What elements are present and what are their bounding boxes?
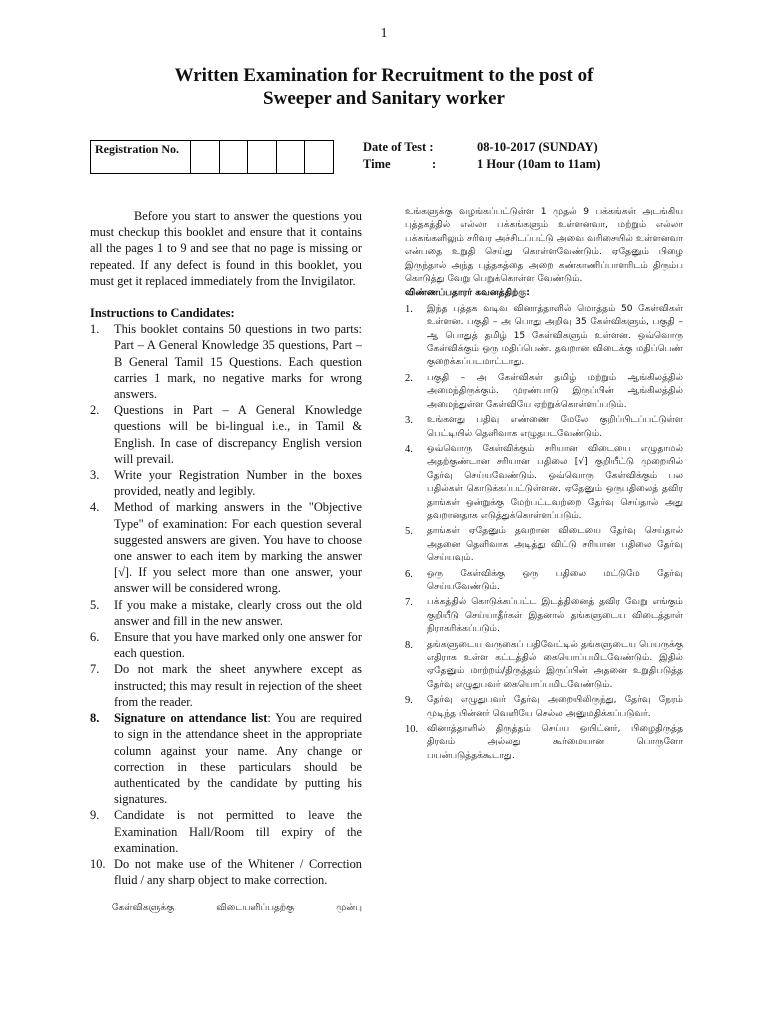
english-instructions-column: [90, 208, 362, 888]
instruction-item-number: 7.: [90, 662, 100, 677]
instructions-heading: Instructions to Candidates:: [90, 306, 235, 321]
tamil-instructions-list: [405, 303, 683, 763]
instruction-item: [90, 467, 362, 499]
instruction-item-text: Do not make use of the Whitener / Correction fluid / any sharp object to make correction.: [114, 856, 362, 888]
document-title: [100, 64, 668, 110]
instruction-item-text: [114, 710, 362, 807]
registration-digit-box[interactable]: [191, 141, 220, 173]
tamil-instruction-item: [405, 443, 683, 523]
tamil-instruction-item: [405, 568, 683, 595]
page-number: 1: [380, 26, 388, 41]
instruction-item: [90, 402, 362, 467]
tamil-instruction-item-number: 7.: [405, 597, 413, 609]
instruction-item-text: Candidate is not permitted to leave the Examination Hall/Room till expiry of the examination.: [114, 808, 362, 855]
time-value: 1 Hour (10am to 11am): [477, 157, 601, 171]
instruction-item: [90, 710, 362, 807]
tamil-instruction-item-number: 3.: [405, 415, 413, 427]
intro-paragraph: Before you start to answer the questions you must checkup this booklet and ensure that it contains all the pages 1 to 9 and see that no page is missing or repeated. If any defect is found in this booklet, you must get it replaced immediately from the Invigilator.: [90, 209, 362, 288]
tamil-instruction-item-number: 6.: [405, 568, 413, 580]
registration-number-box: [90, 140, 334, 174]
tamil-instruction-item-number: 4.: [405, 443, 413, 455]
tamil-instruction-item-text: தாங்கள் ஏதேனும் தவறான விடையை தேர்வு செய்தால் அதனை தெளிவாக அடித்து விட்டு சரியான பதிலை தேர்வு செய்யவும்.: [427, 526, 683, 564]
tamil-instruction-item-number: 1.: [405, 303, 413, 315]
tamil-instruction-item: [405, 372, 683, 412]
instruction-item-text: Method of marking answers in the "Objective Type" of examination: For each question several suggested answers are given. You have to choose one answer to each item by marking the answer [√]. If you select more than one answer, your answer will be considered wrong.: [114, 500, 362, 596]
time-colon: :: [432, 157, 437, 171]
tamil-instruction-item-number: 5.: [405, 526, 413, 538]
tamil-instruction-item-number: 8.: [405, 639, 413, 651]
tamil-instruction-item-text: தேர்வு எழுதுபவர் தேர்வு அறையிலிருந்து, தேர்வு நேரம் முடிந்த பின்னர் வெளியே செல்ல அனுமதிக்கப்படுவர்.: [427, 695, 683, 719]
instruction-item-number: 4.: [90, 500, 100, 515]
tamil-instruction-item-number: 10.: [405, 724, 419, 736]
tamil-instruction-item-text: ஒரு கேள்விக்கு ஒரு பதிலை மட்டுமே தேர்வு செய்யவேண்டும்.: [427, 568, 683, 592]
instruction-item: [90, 856, 362, 888]
time-label: Time: [363, 157, 391, 171]
instruction-item-number: 8.: [90, 711, 100, 726]
tamil-instruction-item: [405, 723, 683, 763]
tamil-instruction-item: [405, 596, 683, 636]
tamil-continuation-line: கேள்விகளுக்கு விடையளிப்பதற்கு முன்பு: [112, 903, 362, 913]
instruction-item-number: 5.: [90, 597, 100, 612]
date-value: 08-10-2017 (SUNDAY): [477, 140, 598, 154]
registration-digit-box[interactable]: [220, 141, 249, 173]
tamil-heading: விண்ணப்பதாரர் கவனத்திற்கு:: [405, 288, 530, 299]
tamil-instruction-item-text: தங்களுடைய வருகைப் பதிவேட்டில் தங்களுடைய பெயருக்கு எதிராக உள்ள கட்டத்தில் கையொப்பமிடவேண்டும். இதில் ஏதேனும் மாற்றம்/திருத்தம் இருப்பின் அதனை உறுதிபடுத்த தேர்வு எழுதுபவர் கையொப்பமிடவேண்டும்.: [427, 639, 683, 690]
registration-digit-box[interactable]: [248, 141, 277, 173]
instruction-item-text: Ensure that you have marked only one answer for each question.: [114, 630, 362, 661]
tamil-instructions-column: [405, 206, 683, 763]
tamil-instruction-item-text: பகுதி – அ கேள்விகள் தமிழ் மற்றும் ஆங்கிலத்தில் அமைந்திருக்கும். முரண்பாடு இருப்பின் ஆங்கிலத்தில் அமைந்துள்ள கேள்வியே ஏற்றுக்கொள்ளப்படும்.: [427, 372, 683, 410]
registration-label: Registration No.: [91, 141, 191, 173]
instruction-item-number: 3.: [90, 468, 100, 483]
tamil-instruction-item: [405, 639, 683, 693]
instructions-list: [90, 321, 362, 888]
instruction-item-number: 6.: [90, 630, 100, 645]
instruction-item: [90, 807, 362, 856]
instruction-item-text: Do not mark the sheet anywhere except as instructed; this may result in rejection of the sheet from the reader.: [114, 662, 362, 709]
registration-digit-box[interactable]: [305, 141, 333, 173]
tamil-instruction-item-number: 2.: [405, 372, 413, 384]
tamil-instruction-item-text: உங்களது பதிவு எண்ணை மேலே குறிப்பிடப்பட்டுள்ள பெட்டியில் தெளிவாக எழுதபடவேண்டும்.: [427, 415, 683, 439]
instruction-item-text: Questions in Part – A General Knowledge questions will be bi-lingual i.e., in Tamil & English. In case of discrepancy English version will prevail.: [114, 403, 362, 466]
instruction-item: [90, 597, 362, 629]
tamil-instruction-item: [405, 303, 683, 370]
date-label: Date of Test :: [363, 140, 434, 154]
tamil-instruction-item-number: 9.: [405, 695, 413, 707]
tamil-instruction-item-text: வினாத்தாளில் திருத்தம் செய்ய ஒயிட்னர், பிழைதிருத்த திரவம் அல்லது கூர்மையான பொருளோ பயன்படுத்தக்கூடாது.: [427, 724, 683, 761]
tamil-instruction-item: [405, 694, 683, 721]
registration-digit-box[interactable]: [277, 141, 306, 173]
title-line-2: Sweeper and Sanitary worker: [263, 88, 505, 109]
tamil-instruction-item-text: இந்த புத்தக வடிவ வினாத்தாளில் மொத்தம் 50 கேள்விகள் உள்ளன. பகுதி – அ பொது அறிவு 35 கேள்விகளும், பகுதி – ஆ பொதுத் தமிழ் 15 கேள்விகளும் உள்ளன. ஒவ்வொரு கேள்விக்கும் ஒரு மதிப்பெண். தவறான விடைக்கு மதிப்பெண் குறைக்கப்படமாட்டாது.: [427, 303, 683, 368]
instruction-item: [90, 499, 362, 596]
instruction-item-number: 10.: [90, 856, 106, 871]
tamil-instruction-item: [405, 525, 683, 565]
instruction-item: [90, 321, 362, 402]
title-line-1: Written Examination for Recruitment to the post of: [174, 65, 594, 86]
tamil-instruction-item-text: ஒவ்வொரு கேள்விக்கும் சரியான விடையை எழுதாமல் அதற்குண்டான சரியான பதிலை [√] குறியீட்டு முறையில் தேர்வு செய்யவேண்டும். ஒவ்வொரு கேள்விக்கும் பல பதில்கள் கொடுக்கப்பட்டுள்ளன. ஏதேனும் ஒருபதிலைத் தவிர தாங்கள் ஒன்றுக்கு மேற்பட்டவற்றை தேர்வு செய்தால் அது தவறானதாக எடுத்துக்கொள்ளப்படும்.: [427, 443, 683, 521]
tamil-intro-paragraph: உங்களுக்கு வழங்கப்பட்டுள்ள 1 முதல் 9 பக்கங்கள் அடங்கிய புத்தகத்தில் எல்லா பக்கங்களும் உள்ளனவா, மற்றும் எல்லா பக்கங்களிலும் சரிவர அச்சிடப்பட்டு அவை வரிசையில் உள்ளனவா என்பதை உறுதி செய்து கொள்ளவேண்டும். ஏதேனும் பிழை இருந்தால் அந்த புத்தகத்தை அறை கண்காணிப்பாளரிடம் திரும்ப கொடுத்து வேறு பெறுக்கொள்ள வேண்டும்.: [405, 207, 683, 285]
instruction-item-bold-lead: Signature on attendance list: [114, 711, 268, 726]
tamil-instruction-item: [405, 414, 683, 441]
instruction-item-number: 2.: [90, 403, 100, 418]
instruction-item: [90, 661, 362, 710]
instruction-item-text: Write your Registration Number in the boxes provided, neatly and legibly.: [114, 468, 362, 499]
instruction-item: [90, 629, 362, 661]
instruction-item-text: This booklet contains 50 questions in two parts: Part – A General Knowledge 35 questions, Part – B General Tamil 15 Questions. Each question carries 1 mark, no negative marks for wrong answers.: [114, 322, 362, 402]
instruction-item-body: : You are required to sign in the attendance sheet in the appropriate column against your name. Any change or correction in these particulars should be authenticated by the candidate by putting his signatures.: [114, 711, 362, 807]
instruction-item-number: 1.: [90, 322, 100, 337]
instruction-item-number: 9.: [90, 808, 100, 823]
instruction-item-text: If you make a mistake, clearly cross out the old answer and fill in the new answer.: [114, 597, 362, 628]
tamil-instruction-item-text: பக்கத்தில் கொடுக்கப்பட்ட இடத்தினைத் தவிர வேறு எங்கும் குறியீடு செய்யாதீர்கள் இதனால் தங்களுடைய விடைத்தாள் நிராகரிக்கப்படும்.: [427, 597, 683, 635]
